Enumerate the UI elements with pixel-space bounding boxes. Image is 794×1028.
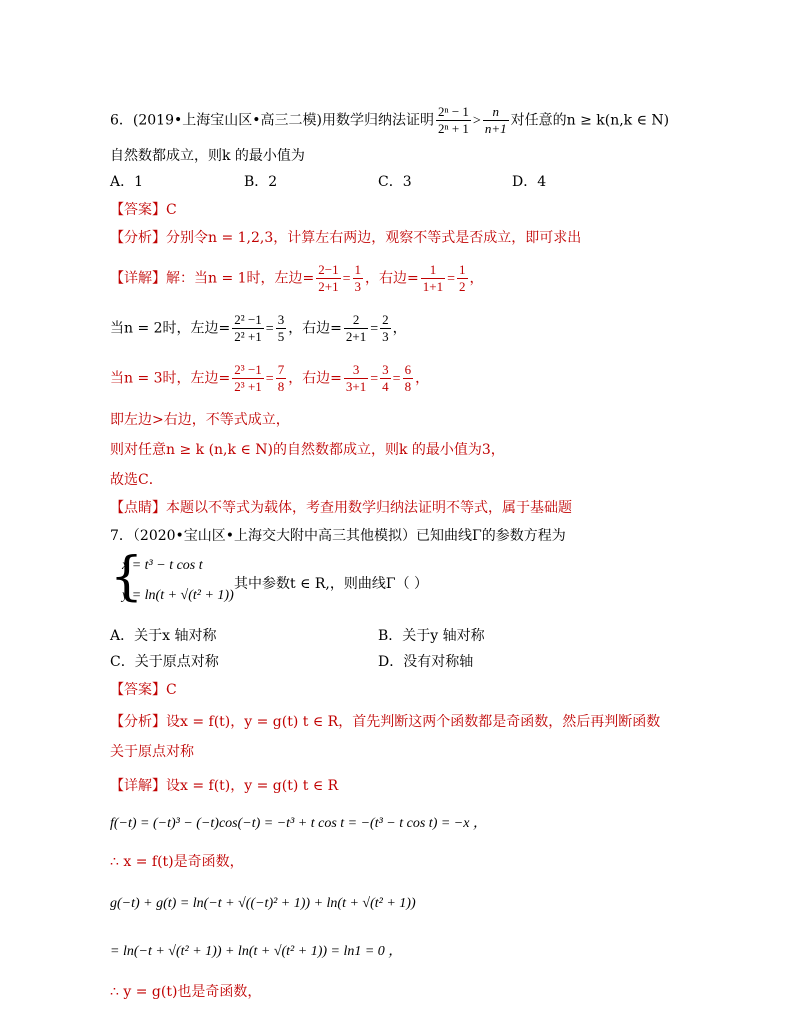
frac-den: 2² +1 <box>234 329 262 344</box>
q7-option-d: D．没有对称轴 <box>378 654 474 670</box>
q7-f-odd: ∴ x = f(t)是奇函数， <box>110 854 244 870</box>
q6-rhs-fraction <box>483 104 509 137</box>
q7-sys-x: x = t³ − t cos t <box>122 558 203 573</box>
q7-g-odd: ∴ y = g(t)也是奇函数， <box>110 984 262 1000</box>
q6-lhs-den: 2ⁿ + 1 <box>437 121 469 136</box>
q7-detail: 【详解】设x = f(t)，y = g(t) t ∈ R <box>110 778 339 794</box>
frac-den: 8 <box>404 379 412 394</box>
frac-num: 6 <box>404 362 412 377</box>
frac-num: 2 <box>344 312 368 329</box>
q7-stem-tail: 其中参数t ∈ R,，则曲线Γ（ ） <box>234 576 429 592</box>
q7-analysis-1: 【分析】设x = f(t)，y = g(t) t ∈ R，首先判断这两个函数都是奇函数，然后再判断函数 <box>110 714 661 730</box>
frac-num: 3 <box>382 362 389 377</box>
q6-stem-line <box>110 104 669 137</box>
q6-lhs-fraction <box>436 104 471 137</box>
q7-param-system <box>110 547 240 614</box>
frac-den: 1+1 <box>422 279 444 294</box>
q6-detail-line3: 当n = 3时，左边= $\frac{\text{2³ −1}}{\text{2³ +1}}$ = $\frac{7}{8}$ ，右边= $\frac{3}{3+1}$ = $\frac{3}{4}$ = $\frac{6}{8}$ ， <box>110 362 430 394</box>
q6-d2-right-res <box>380 312 391 345</box>
frac-num: 2² −1 <box>234 312 262 327</box>
q6-d3-right-frac <box>344 362 368 395</box>
q6-analysis: 【分析】分别令n = 1,2,3，计算左右两边，观察不等式是否成立，即可求出 <box>110 230 582 246</box>
frac-num: 2³ −1 <box>234 362 262 377</box>
q7-f-line: f(−t) = (−t)³ − (−t)cos(−t) = −t³ + t cos t = −(t³ − t cos t) = −x ， <box>110 816 487 831</box>
frac-den: 2³ +1 <box>234 379 262 394</box>
q6-answer: 【答案】C <box>110 202 177 218</box>
q6-stem-tail: 对任意的n ≥ k(n,k ∈ N) <box>510 112 670 129</box>
right-label: ，右边= <box>288 370 342 387</box>
q6-d1-right-res <box>457 262 468 295</box>
q6-conclude-3: 故选C． <box>110 472 163 488</box>
q6-rhs-num: n <box>483 104 509 121</box>
q7-analysis-2: 关于原点对称 <box>110 744 194 760</box>
q6-d2-left-frac <box>232 312 263 345</box>
right-label: ，右边= <box>288 320 342 337</box>
frac-den: 5 <box>277 329 285 344</box>
q6-rhs-den: n+1 <box>484 121 507 136</box>
q7-option-a: A．关于x 轴对称 <box>110 628 217 644</box>
q6-lhs-num: 2ⁿ − 1 <box>437 104 469 119</box>
q6-d3-right-res2 <box>403 362 414 395</box>
frac-num: 1 <box>459 262 466 277</box>
frac-num: 2−1 <box>318 262 339 277</box>
q6-option-c: C．3 <box>378 174 412 190</box>
q7-brace-icon: { <box>110 547 144 607</box>
q6-d2-intro: 当n = 2时，左边= <box>110 320 231 337</box>
q6-option-b: B．2 <box>244 174 278 190</box>
q6-option-d: D．4 <box>512 174 547 190</box>
q7-option-c: C．关于原点对称 <box>110 654 219 670</box>
q6-option-a: A．1 <box>110 174 144 190</box>
q7-sys-y: y = ln(t + √(t² + 1)) <box>122 588 234 603</box>
frac-num: 1 <box>354 262 362 277</box>
q6-conclude-1: 即左边>右边，不等式成立， <box>110 412 290 428</box>
q6-d1-left-frac <box>316 262 340 295</box>
q7-g-line1: g(−t) + g(t) = ln(−t + √((−t)² + 1)) + ln(t + √(t² + 1)) <box>110 896 416 911</box>
q6-d2-right-frac <box>344 312 368 345</box>
q6-stem-line2: 自然数都成立，则k 的最小值为 <box>110 148 305 164</box>
q6-d1-left-res <box>353 262 364 295</box>
q6-detail-line2: 当n = 2时，左边= $\frac{\text{2² −1}}{\text{2² +1}}$ = $\frac{3}{5}$ ，右边= $\frac{2}{2+1}$ = $\frac{2}{3}$ ， <box>110 312 407 344</box>
frac-num: 2 <box>382 312 389 327</box>
q6-comment: 【点睛】本题以不等式为载体，考查用数学归纳法证明不等式，属于基础题 <box>110 500 572 516</box>
q7-stem: 7．（2020•宝山区•上海交大附中高三其他模拟）已知曲线Γ的参数方程为 <box>110 528 566 544</box>
q6-d3-right-res <box>380 362 391 395</box>
q6-detail-line1: 【详解】解：当n = 1时，左边= $\frac{2-1}{2+1}$ = $\frac{1}{3}$ ，右边= $\frac{1}{1+1}$ = $\frac{1}{2}$ ， <box>110 262 484 294</box>
frac-num: 7 <box>277 362 285 377</box>
frac-den: 4 <box>382 379 389 394</box>
frac-num: 3 <box>277 312 285 327</box>
frac-den: 3 <box>382 329 389 344</box>
frac-den: 3 <box>354 279 362 294</box>
q6-gt: > <box>472 113 481 129</box>
frac-den: 2+1 <box>318 279 339 294</box>
frac-den: 8 <box>277 379 285 394</box>
q7-g-line2: = ln(−t + √(t² + 1)) + ln(t + √(t² + 1)) = ln1 = 0 ， <box>110 944 403 959</box>
q6-d1-right-frac <box>421 262 445 295</box>
q6-conclude-2: 则对任意n ≥ k (n,k ∈ N)的自然数都成立，则k 的最小值为3， <box>110 442 505 458</box>
frac-den: 3+1 <box>345 379 367 394</box>
frac-den: 2 <box>459 279 466 294</box>
q6-d3-left-res <box>276 362 287 395</box>
q6-d2-left-res <box>276 312 287 345</box>
right-label: ，右边= <box>365 270 419 287</box>
q6-d3-left-frac <box>232 362 263 395</box>
q7-option-b: B．关于y 轴对称 <box>378 628 485 644</box>
q6-stem: 6．(2019•上海宝山区•高三二模)用数学归纳法证明 <box>110 112 434 129</box>
q7-answer: 【答案】C <box>110 682 177 698</box>
frac-den: 2+1 <box>345 329 367 344</box>
q6-detail-intro: 【详解】解：当n = 1时，左边= <box>110 270 315 287</box>
q6-d3-intro: 当n = 3时，左边= <box>110 370 231 387</box>
frac-num: 3 <box>344 362 368 379</box>
frac-num: 1 <box>421 262 445 279</box>
